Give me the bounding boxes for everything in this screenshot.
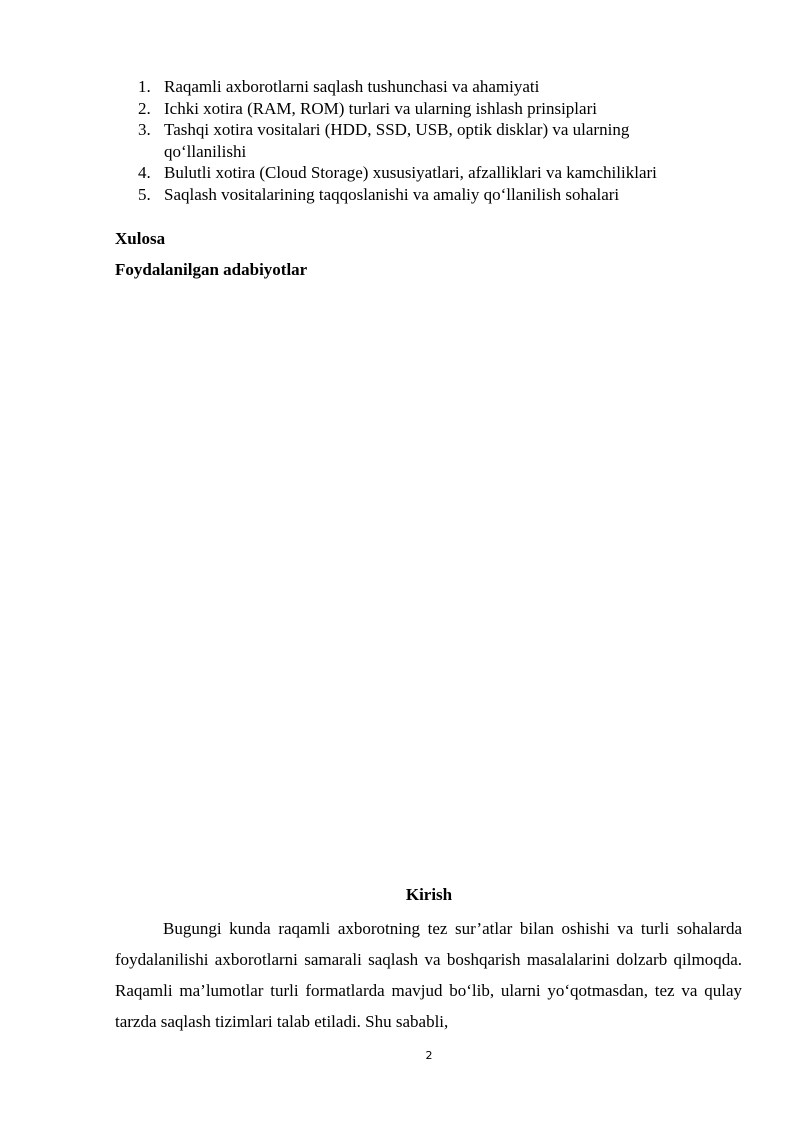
- toc-references-heading: Foydalanilgan adabiyotlar: [115, 260, 308, 279]
- toc-item-text: Raqamli axborotlarni saqlash tushunchasi va ahamiyati: [164, 77, 540, 96]
- toc-item-4: [138, 162, 738, 184]
- toc-item-3: [138, 119, 709, 162]
- toc-conclusion-heading: Xulosa: [115, 229, 166, 248]
- toc-item-number: 1.: [138, 77, 151, 96]
- toc-item-text: Ichki xotira (RAM, ROM) turlari va ularning ishlash prinsiplari: [164, 98, 597, 118]
- toc-item-text: Saqlash vositalarining taqqoslanishi va amaliy qo‘llanilish sohalari: [164, 184, 620, 204]
- table-of-contents-list: [138, 76, 738, 205]
- page-number: 2: [425, 1049, 433, 1062]
- toc-item-text: Tashqi xotira vositalari (HDD, SSD, USB, optik disklar) va ularning qo‘llanilishi: [164, 120, 630, 161]
- toc-item-1: [138, 76, 738, 98]
- toc-item-2: [138, 98, 738, 120]
- toc-item-number: 3.: [138, 120, 151, 139]
- toc-item-number: 5.: [138, 184, 151, 204]
- toc-item-5: [138, 184, 738, 206]
- toc-item-text: Bulutli xotira (Cloud Storage) xususiyatlari, afzalliklari va kamchiliklari: [164, 163, 657, 182]
- toc-item-number: 2.: [138, 98, 151, 118]
- intro-paragraph: Bugungi kunda raqamli axborotning tez sur’atlar bilan oshishi va turli sohalarda foydalanilishi axborotlarni samarali saqlash va boshqarish masalalarini dolzarb qilmoqda. Raqamli ma’lumotlar turli formatlarda mavjud bo‘lib, ularni yo‘qotmasdan, tez va qulay tarzda saqlash tizimlari talab etiladi. Shu sababli,: [115, 919, 742, 1031]
- toc-item-number: 4.: [138, 163, 151, 182]
- intro-section-title: Kirish: [405, 885, 453, 904]
